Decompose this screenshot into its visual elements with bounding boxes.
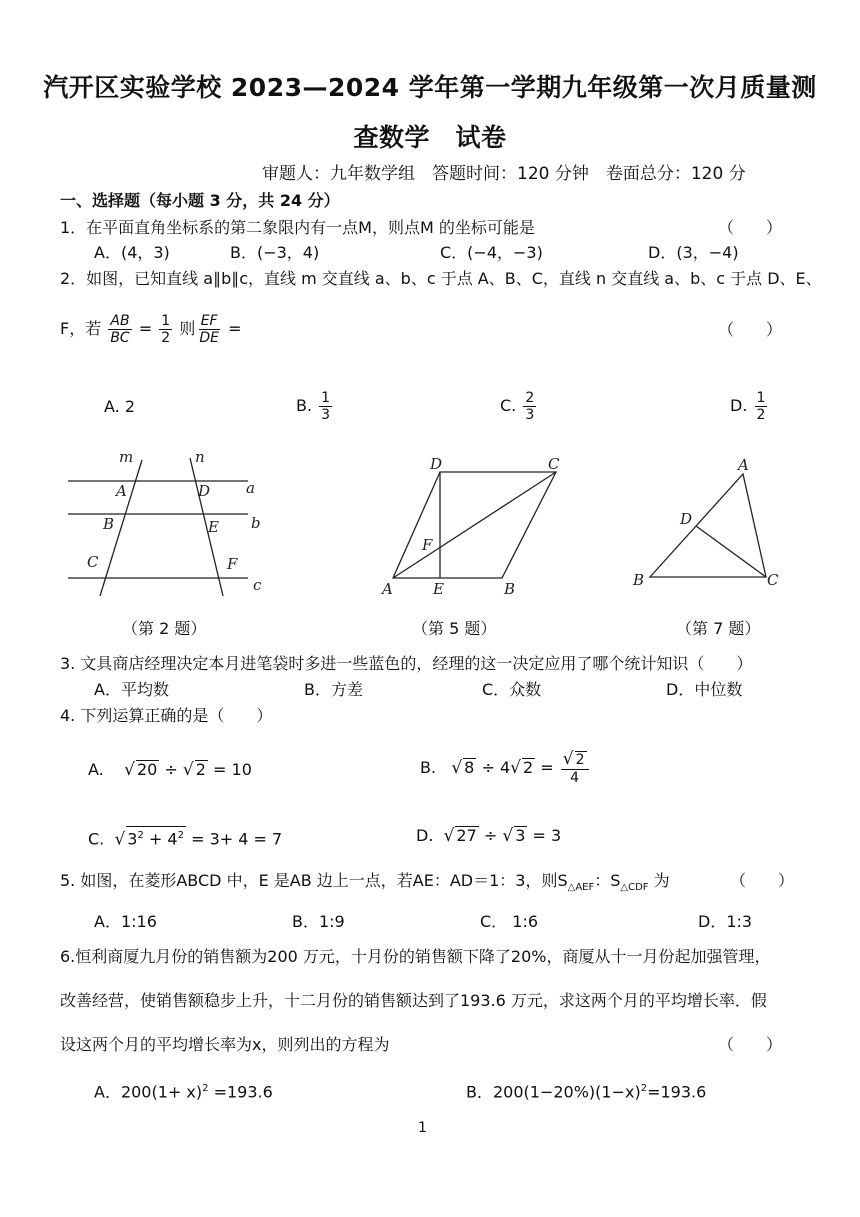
label-c: c — [253, 576, 262, 594]
diagonal-ac — [393, 472, 556, 578]
base: 3 — [127, 829, 138, 849]
figure-2-caption: （第 2 题） — [122, 619, 207, 638]
radicand: 2 — [575, 752, 585, 768]
result: = 3+ 4 = 7 — [191, 829, 283, 849]
exponent: 2 — [640, 1083, 648, 1094]
q2-option-b — [296, 386, 334, 426]
label-a: a — [246, 479, 255, 497]
expression: B．200(1−20%)(1−x) — [466, 1082, 641, 1102]
q1-stem: 1．在平面直角坐标系的第二象限内有一点M，则点M 的坐标可能是 — [60, 218, 535, 237]
q4-option-b — [420, 742, 591, 794]
radicand: 2 — [195, 760, 206, 779]
q2-fraction-ef-de — [197, 313, 221, 346]
q6-option-a — [94, 1079, 273, 1102]
q5-stem-part: ：S — [594, 871, 621, 890]
q3-option-b: B．方差 — [304, 680, 363, 699]
q1-option-b: B．(−3，4) — [230, 243, 320, 262]
frac-denominator: 2 — [756, 407, 766, 423]
exponent: 2 — [177, 830, 184, 841]
q2-fraction-ab-bc — [108, 313, 131, 346]
frac-numerator: 1 — [161, 313, 171, 329]
label-A: A — [738, 456, 749, 474]
q1-option-d: D．(3，−4) — [648, 243, 739, 262]
q2-then: 则 — [179, 319, 196, 338]
q2-option-c — [500, 386, 538, 426]
q2-option-d — [730, 386, 769, 426]
q4-option-d — [416, 826, 561, 846]
frac-denominator: 3 — [321, 407, 331, 423]
expression: =193.6 — [208, 1082, 273, 1102]
frac-denominator: 4 — [570, 770, 580, 786]
label-E: E — [433, 580, 444, 598]
q5-option-d: D．1:3 — [698, 912, 753, 931]
exponent: 2 — [137, 830, 144, 841]
option-label: D. — [416, 826, 434, 845]
label-b: b — [251, 514, 261, 532]
q2-fraction-half — [159, 313, 172, 346]
label-C: C — [548, 455, 560, 473]
base: 4 — [167, 829, 178, 849]
radical-sign: √ — [114, 829, 126, 850]
option-label: A. — [88, 760, 104, 779]
exponent: 2 — [202, 1083, 209, 1094]
figure-triangle — [628, 452, 788, 602]
equals-sign: = — [228, 319, 242, 338]
label-m: m — [119, 448, 134, 466]
operator: + — [143, 829, 168, 849]
radical-sign: √ — [510, 758, 521, 778]
subscript: △CDF — [620, 882, 649, 894]
frac-numerator: AB — [110, 313, 130, 329]
result: = 3 — [532, 826, 562, 845]
q5-option-a: A．1:16 — [94, 912, 157, 931]
exam-meta: 审题人：九年数学组 答题时间：120 分钟 卷面总分：120 分 — [262, 164, 746, 184]
q1-bracket: （ ） — [718, 218, 783, 237]
radical-sign: √ — [124, 760, 135, 780]
q5-stem-part: 5. 如图，在菱形ABCD 中，E 是AB 边上一点，若AE：AD＝1：3，则S — [60, 871, 568, 890]
option-fraction — [561, 751, 589, 786]
triangle-abc — [650, 474, 766, 577]
frac-denominator: DE — [199, 330, 219, 346]
q5-stem-part: 为 — [648, 871, 670, 890]
label-D: D — [430, 455, 443, 473]
page-number: 1 — [418, 1120, 427, 1136]
figure-parallel-lines — [60, 448, 280, 598]
radical-sign: √ — [182, 760, 194, 780]
option-label: C. — [500, 396, 517, 415]
q6-line3: 设这两个月的平均增长率为x，则列出的方程为 — [60, 1035, 390, 1054]
q3-option-a: A．平均数 — [94, 680, 169, 699]
q3-option-d: D．中位数 — [666, 680, 743, 699]
figure-7-caption: （第 7 题） — [676, 619, 761, 638]
q6-line2: 改善经营，使销售额稳步上升，十二月份的销售额达到了193.6 万元，求这两个月的平均增长率．假 — [60, 991, 767, 1010]
figure-rhombus — [378, 452, 578, 602]
option-label: D. — [730, 396, 748, 415]
frac-denominator: 2 — [161, 330, 171, 346]
section-heading: 一、选择题（每小题 3 分，共 24 分） — [60, 191, 340, 210]
q1-option-c: C．(−4，−3) — [440, 243, 543, 262]
option-label: B. — [296, 396, 313, 415]
label-E: E — [208, 518, 219, 536]
q5-option-c: C． 1:6 — [480, 912, 539, 931]
q2-bracket: （ ） — [718, 320, 783, 339]
radical-sign: √ — [451, 758, 463, 778]
label-F: F — [227, 555, 238, 573]
label-D: D — [198, 482, 211, 500]
frac-numerator: EF — [200, 313, 218, 329]
option-fraction — [319, 390, 332, 423]
label-C: C — [87, 553, 99, 571]
operator: ÷ — [483, 826, 498, 845]
equals-sign: = — [138, 319, 153, 338]
option-fraction — [523, 390, 536, 423]
operator: ÷ — [164, 760, 178, 779]
radicand: 2 — [522, 758, 534, 777]
title-line-2: 查数学 试卷 — [353, 123, 507, 152]
frac-denominator: 3 — [525, 407, 535, 423]
q6-bracket: （ ） — [718, 1035, 783, 1054]
option-label: B. — [420, 758, 437, 777]
q2-option-a: A. 2 — [104, 397, 136, 416]
q2-stem-line1: 2．如图，已知直线 a∥b∥c，直线 m 交直线 a、b、c 于点 A、B、C，直线 n 交直线 a、b、c 于点 D、E、 — [60, 269, 822, 288]
radical-sign: √ — [502, 826, 514, 846]
frac-numerator: √ 2 — [561, 751, 589, 770]
q5-bracket: （ ） — [730, 871, 795, 890]
frac-numerator: 1 — [321, 390, 331, 406]
radicand: 27 — [456, 826, 477, 845]
q5-option-b: B．1:9 — [292, 912, 345, 931]
label-n: n — [195, 448, 205, 466]
q3-option-c: C．众数 — [482, 680, 542, 699]
label-A: A — [116, 482, 127, 500]
label-B: B — [504, 580, 516, 598]
equals-sign: = — [540, 758, 554, 777]
radical-sign: √ — [443, 826, 455, 846]
option-fraction — [755, 390, 768, 423]
label-D: D — [680, 510, 693, 528]
q6-line1: 6.恒利商厦九月份的销售额为200 万元，十月份的销售额下降了20%，商厦从十一月份起加强管理， — [60, 947, 771, 966]
subscript: △AEF — [567, 882, 595, 894]
title-line-1: 汽开区实验学校 2023—2024 学年第一学期九年级第一次月质量测 — [43, 73, 817, 102]
q4-option-c — [88, 826, 282, 849]
q2-stem-line2 — [60, 312, 241, 346]
frac-denominator: BC — [110, 330, 130, 346]
q4-option-a — [88, 760, 252, 780]
q4-stem: 4. 下列运算正确的是（ ） — [60, 706, 273, 725]
radicand — [126, 826, 186, 847]
label-F: F — [422, 536, 433, 554]
result: = 10 — [213, 760, 252, 779]
figure-5-caption: （第 5 题） — [412, 619, 497, 638]
frac-numerator: 1 — [756, 390, 766, 406]
expression: A．200(1+ x) — [94, 1082, 203, 1102]
q5-stem — [60, 871, 670, 898]
expression: =193.6 — [647, 1082, 707, 1102]
label-A: A — [382, 580, 393, 598]
radicand: 3 — [515, 826, 526, 845]
operator: ÷ 4 — [481, 758, 511, 777]
label-B: B — [103, 515, 115, 533]
label-C: C — [767, 571, 779, 589]
option-label: C. — [88, 829, 105, 849]
q6-option-b — [466, 1079, 706, 1102]
label-B: B — [633, 571, 645, 589]
radicand: 8 — [464, 758, 475, 777]
radicand: 20 — [136, 760, 158, 779]
q2-stem-start: F，若 — [60, 319, 102, 338]
frac-numerator: 2 — [525, 390, 535, 406]
q3-stem: 3. 文具商店经理决定本月进笔袋时多进一些蓝色的，经理的这一决定应用了哪个统计知识（ ） — [60, 654, 753, 673]
q1-option-a: A．(4，3) — [94, 243, 170, 262]
segment-cd — [696, 526, 766, 577]
